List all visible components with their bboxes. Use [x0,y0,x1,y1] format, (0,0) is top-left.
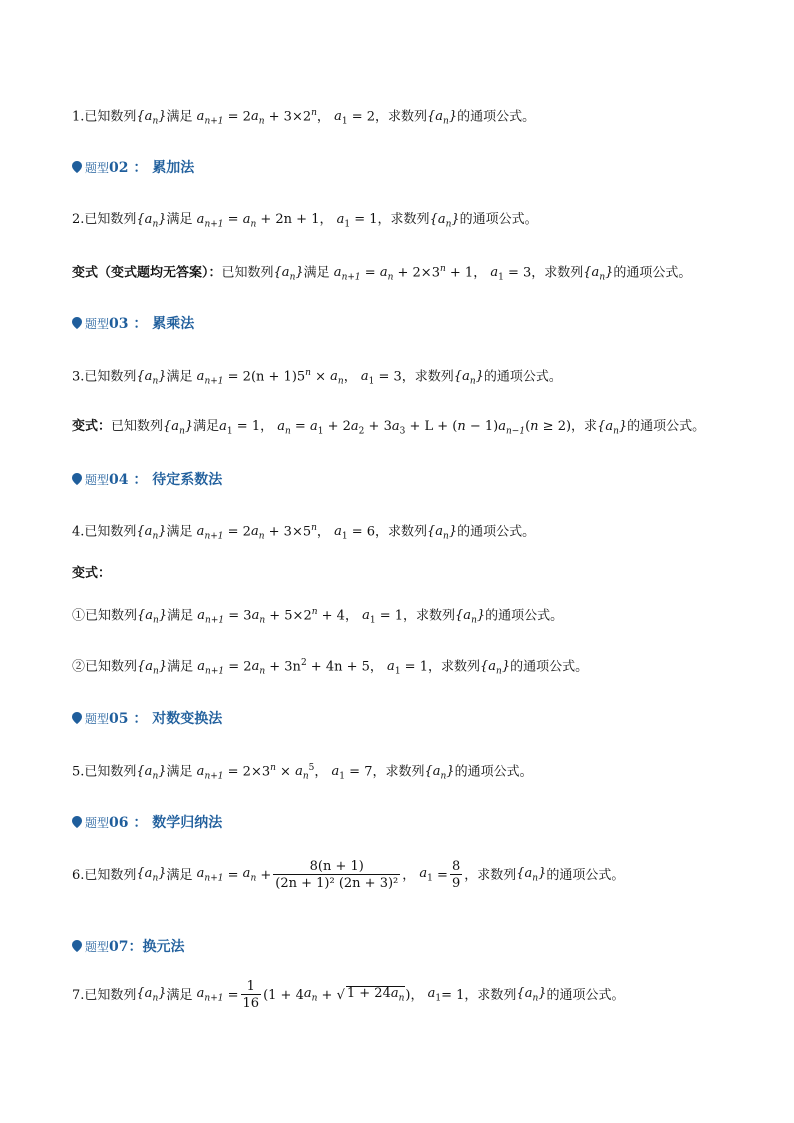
variant-2: 变式（变式题均无答案）：已知数列$\{a_n\}$满足 $a_{n+1} = a_n + 2\times 3^n + 1$， $a_1 = 3$，求数列$\{a_n\}$的通项公式。 [72,264,692,283]
section-heading-02: 题型02 ： 累加法 [72,161,194,175]
map-pin-icon [72,473,82,485]
problem-3: 3.已知数列$\{a_n\}$满足 $a_{n+1} = 2(n + 1)5^n \times a_n$， $a_1 = 3$，求数列$\{a_n\}$的通项公式。 [72,368,562,387]
problem-6: 6.已知数列 $\{a_n\}$ 满足 $a_{n+1}$ = $a_n$ + $\frac{8(n + 1)}{\text{(2n + 1)² (2n + 3)²}}$ ， $a_1$ = $\frac{8}{9}$ ，求数列 $\{a_n\}$ 的通项公式。 [72,859,625,891]
fraction: $\frac{8}{9}$ [451,859,461,891]
section-heading-05: 题型05 ： 对数变换法 [72,712,222,726]
variant-4a: ①已知数列$\{a_n\}$满足 $a_{n+1} = 3a_n + 5\times 2^n + 4$， $a_1 = 1$，求数列$\{a_n\}$的通项公式。 [72,607,564,626]
problem-1: 1.已知数列$\{a_n\}$满足 $a_{n+1} = 2a_n + 3\times 2^n$， $a_1 = 2$，求数列$\{a_n\}$的通项公式。 [72,108,536,127]
map-pin-icon [72,317,82,329]
map-pin-icon [72,712,82,724]
section-heading-03: 题型03 ： 累乘法 [72,317,194,331]
map-pin-icon [72,940,82,952]
problem-2: 2.已知数列$\{a_n\}$满足 $a_{n+1} = a_n + 2n + 1$， $a_1 = 1$，求数列$\{a_n\}$的通项公式。 [72,212,538,230]
map-pin-icon [72,161,82,173]
map-pin-icon [72,816,82,828]
section-heading-07: 题型07：换元法 [72,940,185,954]
variant-3: 变式：已知数列$\{a_n\}$满足$a_1 = 1$， $a_n = a_1 + 2a_2 + 3a_3 + L + (n - 1)a_{n-1}(n \ge 2)$，求$\{a_n\}$的通项公式。 [72,419,706,437]
variant-4-label: 变式： [72,566,112,581]
variant-4b: ②已知数列$\{a_n\}$满足 $a_{n+1} = 2a_n + 3n^2 + 4n + 5$， $a_1 = 1$，求数列$\{a_n\}$的通项公式。 [72,658,589,677]
problem-7: 7.已知数列 $\{a_n\}$ 满足 $a_{n+1}$ = $\frac{1}{16}$ (1 + 4 $a_n$ + √ $1 + 24a_n$ )， $a_1$ = 1，求数列 $\{a_n\}$ 的通项公式。 [72,979,625,1011]
fraction: $\frac{8(n + 1)}{\text{(2n + 1)² (2n + 3)²}}$ [275,859,399,891]
fraction: $\frac{1}{16}$ [242,979,260,1011]
section-heading-04: 题型04 ： 待定系数法 [72,473,222,487]
problem-5: 5.已知数列$\{a_n\}$满足 $a_{n+1} = 2\times 3^n \times a_n^5$， $a_1 = 7$，求数列$\{a_n\}$的通项公式。 [72,763,533,782]
problem-4: 4.已知数列$\{a_n\}$满足 $a_{n+1} = 2a_n + 3\times 5^n$， $a_1 = 6$，求数列$\{a_n\}$的通项公式。 [72,523,536,542]
section-heading-06: 题型06 ： 数学归纳法 [72,816,222,830]
